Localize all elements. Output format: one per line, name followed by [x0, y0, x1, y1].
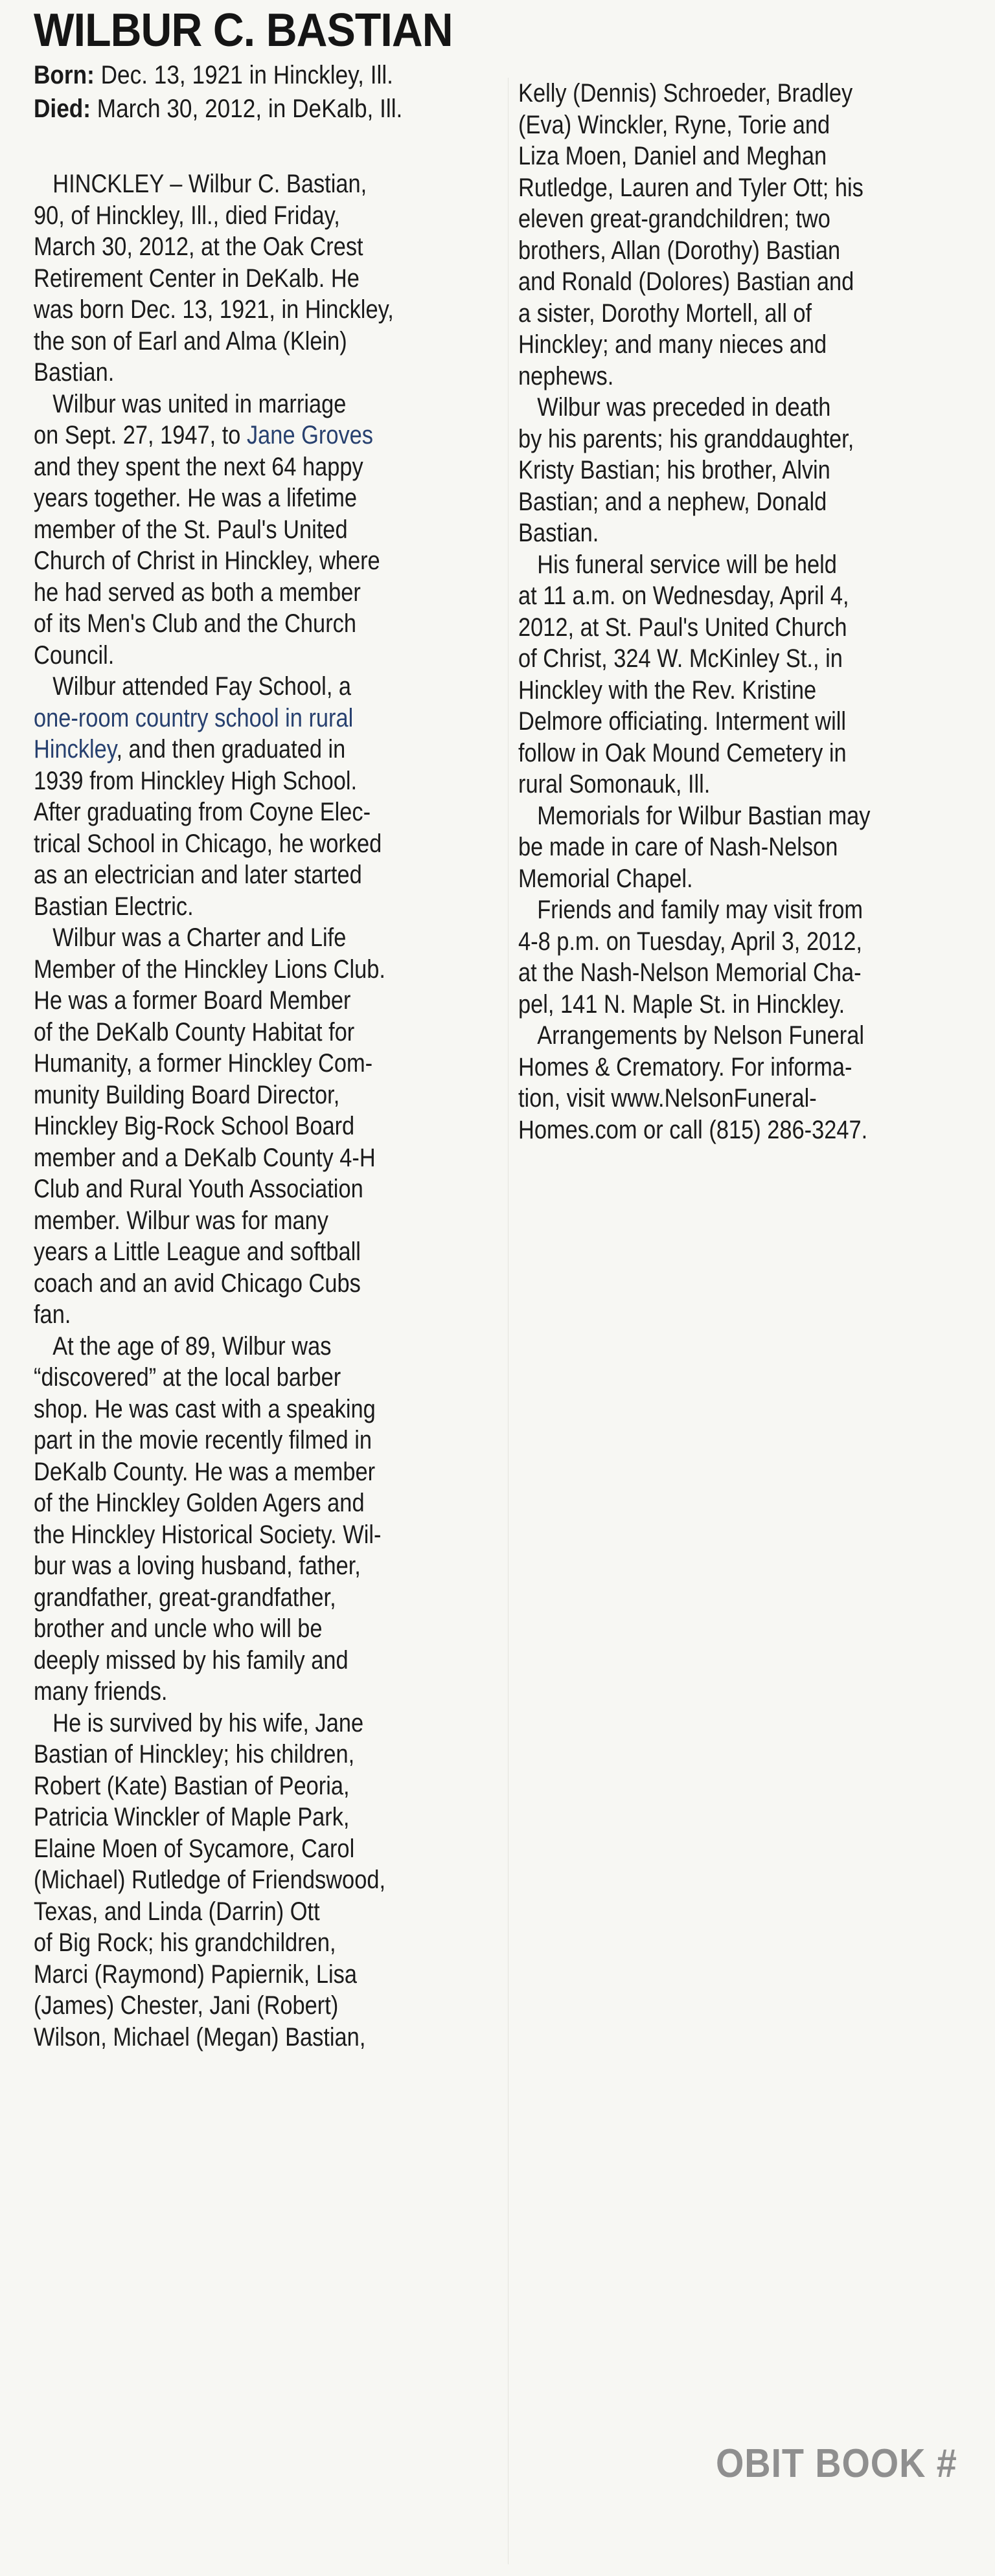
obituary-headline: WILBUR C. BASTIAN [34, 5, 453, 56]
obit-book-stamp: OBIT BOOK # [716, 2441, 957, 2486]
paragraph-movie: At the age of 89, Wilbur was “discovered” at the local barber shop. He was cast with a speaking part in the movie recently filmed in DeKalb County. He was a member of the Hinckley Golden Agers and the Hinckley Historical Society. Wil- bur was a loving husband, father, grandfather, great-grandfather, brother and uncle who will be deeply missed by his family and many friends. [34, 1331, 382, 1706]
paragraph-funeral-service: His funeral service will be held at 11 a.m. on Wednesday, April 4, 2012, at St. Paul's United Church of Christ, 324 W. McKinley St., in Hinckley with the Rev. Kristine Delmore officiating. Interment will follow in Oak Mound Cemetery in rural Somonauk, Ill. [518, 550, 849, 798]
column-divider [508, 78, 509, 2564]
spouse-name: Jane Groves [246, 421, 374, 449]
died-value: March 30, 2012, in DeKalb, Ill. [91, 95, 403, 123]
paragraph-visitation: Friends and family may visit from 4-8 p.m. on Tuesday, April 3, 2012, at the Nash-Nelson Memorial Cha- pel, 141 N. Maple St. in Hinckley. [518, 896, 863, 1019]
paragraph-community: Wilbur was a Charter and Life Member of the Hinckley Lions Club. He was a former Board Member of the DeKalb County Habitat for Humanity, a former Hinckley Com- munity Building Board Director, Hinckley Big-Rock School Board member and a DeKalb County 4-H Club and Rural Youth Association member. Wilbur was for many years a Little League and softball coach and an avid Chicago Cubs fan. [34, 923, 385, 1329]
education-text-end: , and then graduated in 1939 from Hinckley High School. After graduating from Coyne Elec- trical School in Chicago, he worked as an electrician and later started Bastian Electric. [34, 735, 382, 921]
paragraph-arrangements: Arrangements by Nelson Funeral Homes & Crematory. For informa- tion, visit www.NelsonFuneral- Homes.com or call (815) 286-3247. [518, 1021, 868, 1144]
marriage-text-start: Wilbur was united in marriage on Sept. 27, 1947, to [34, 389, 347, 449]
paragraph-marriage [34, 389, 507, 672]
right-column [518, 78, 991, 1146]
paragraph-memorials: Memorials for Wilbur Bastian may be made in care of Nash-Nelson Memorial Chapel. [518, 801, 871, 893]
marriage-text-end: and they spent the next 64 happy years together. He was a lifetime member of the St. Paul's United Church of Christ in Hinckley, where he had served as both a member of its Men's Club and the Church Council. [34, 452, 380, 670]
died-label: Died: [34, 95, 91, 123]
vitals-block [34, 58, 513, 126]
paragraph-death-notice: HINCKLEY – Wilbur C. Bastian, 90, of Hinckley, Ill., died Friday, March 30, 2012, at the Oak Crest Retirement Center in DeKalb. He was born Dec. 13, 1921, in Hinckley, the son of Earl and Alma (Klein) Bastian. [34, 170, 394, 387]
school-description: one-room country school in rural Hinckley [34, 703, 354, 763]
born-value: Dec. 13, 1921 in Hinckley, Ill. [94, 61, 393, 89]
died-line [34, 92, 455, 126]
paragraph-survivors-continued: Kelly (Dennis) Schroeder, Bradley (Eva) Winckler, Ryne, Torie and Liza Moen, Daniel and Meghan Rutledge, Lauren and Tyler Ott; his eleven great-grandchildren; two brothers, Allan (Dorothy) Bastian and Ronald (Dolores) Bastian and a sister, Dorothy Mortell, all of Hinckley; and many nieces and nephews. [518, 79, 863, 390]
paragraph-education [34, 671, 507, 922]
paragraph-preceded-in-death: Wilbur was preceded in death by his parents; his granddaughter, Kristy Bastian; his brother, Alvin Bastian; and a nephew, Donald Bastian. [518, 393, 854, 547]
left-column [34, 168, 507, 2053]
born-label: Born: [34, 61, 95, 89]
born-line [34, 58, 455, 92]
paragraph-survivors: He is survived by his wife, Jane Bastian of Hinckley; his children, Robert (Kate) Bastian of Peoria, Patricia Winckler of Maple Park, Elaine Moen of Sycamore, Carol (Michael) Rutledge of Friendswood, Texas, and Linda (Darrin) Ott of Big Rock; his grandchildren, Marci (Raymond) Papiernik, Lisa (James) Chester, Jani (Robert) Wilson, Michael (Megan) Bastian, [34, 1708, 386, 2051]
education-text-start: Wilbur attended Fay School, a [52, 672, 352, 701]
